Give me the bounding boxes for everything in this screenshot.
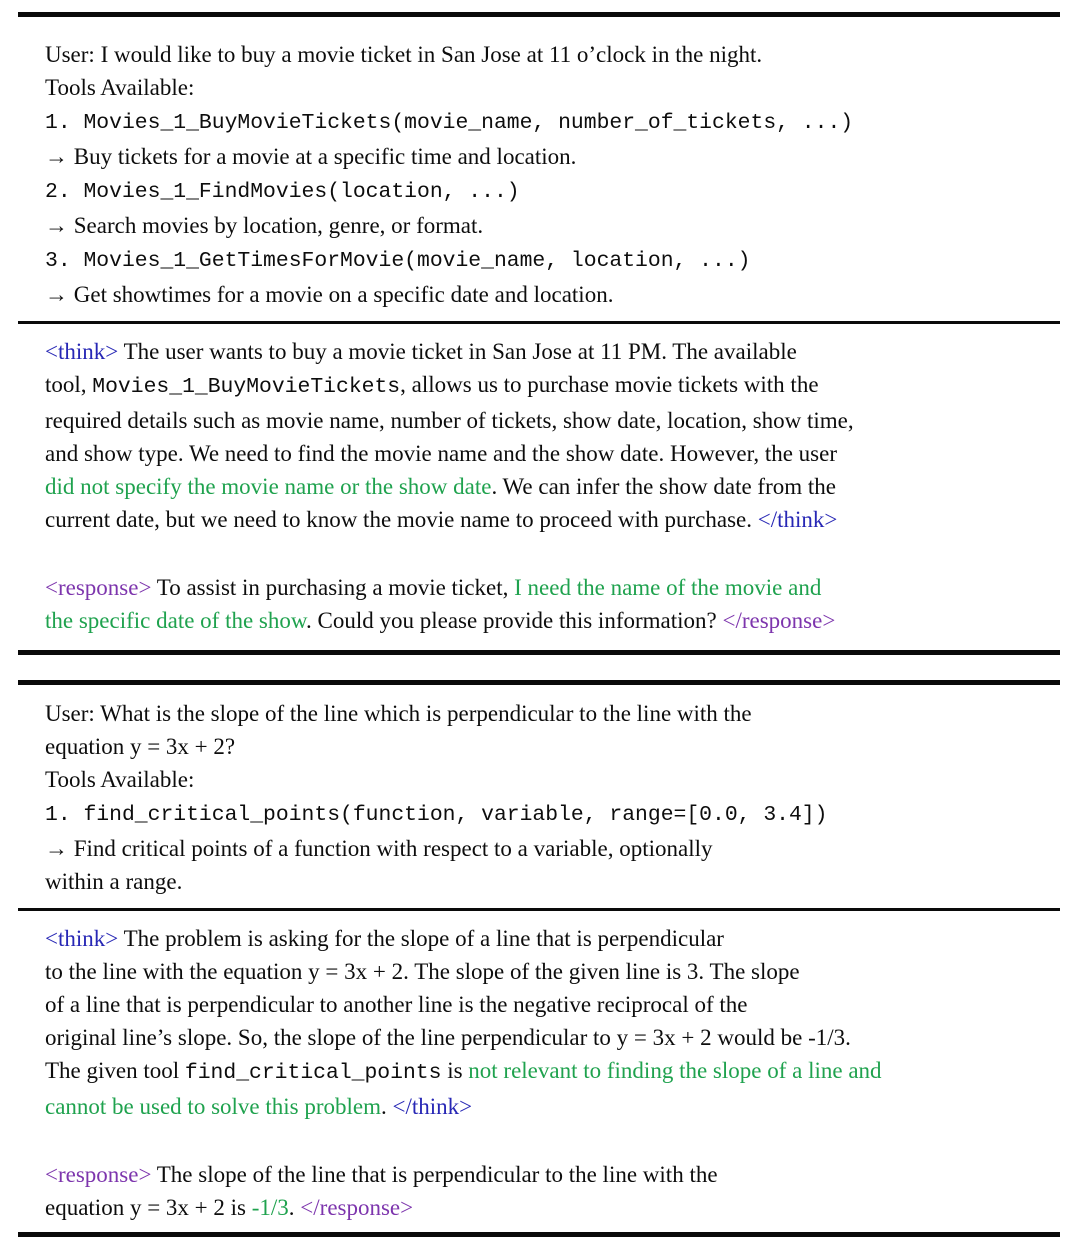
divider-top [18,12,1060,17]
response-block-2 [45,1158,1040,1224]
text-line [45,209,1040,242]
text-line [45,173,1040,209]
divider-example-2-start [18,680,1060,685]
text-line [45,1054,1040,1090]
divider-bottom [18,1232,1060,1237]
text-segment: To assist in purchasing a movie ticket, [151,575,515,600]
text-segment: current date, but we need to know the movie name to proceed with purchase. [45,507,758,532]
text-segment: → Buy tickets for a movie at a specific time and location. [45,144,577,169]
divider-prompt-2 [18,908,1060,911]
think-block-1 [45,335,1040,536]
text-line [45,404,1040,437]
example-1 [0,38,1078,637]
highlight-segment: cannot be used to solve this problem [45,1094,381,1119]
text-line [45,1090,1040,1123]
think-tag: </think> [392,1094,473,1119]
text-line [45,763,1040,796]
text-line [45,1158,1040,1191]
text-segment: → Search movies by location, genre, or format. [45,213,484,238]
text-segment: equation y = 3x + 2? [45,734,236,759]
code-segment: 2. Movies_1_FindMovies(location, ...) [45,180,520,204]
text-line [45,71,1040,104]
divider-example-1-end [18,650,1060,655]
text-line [45,697,1040,730]
text-segment: → Get showtimes for a movie on a specific date and location. [45,282,614,307]
think-tag: <think> [45,926,119,951]
text-line [45,571,1040,604]
text-segment: Tools Available: [45,75,195,100]
text-segment: → Find critical points of a function with respect to a variable, optionally [45,836,713,861]
text-segment: within a range. [45,869,183,894]
text-segment: and show type. We need to find the movie name and the show date. However, the user [45,441,837,466]
text-segment: User: What is the slope of the line which is perpendicular to the line with the [45,701,752,726]
text-line [45,104,1040,140]
text-segment: is [441,1058,469,1083]
user-prompt-block-1 [45,38,1040,311]
text-segment: . We can infer the show date from the [491,474,836,499]
text-line [45,1191,1040,1224]
text-segment: Tools Available: [45,767,195,792]
response-tag: <response> [45,575,152,600]
text-segment: The given tool [45,1058,185,1083]
text-line [45,140,1040,173]
text-line [45,832,1040,865]
text-segment: to the line with the equation y = 3x + 2. The slope of the given line is 3. The slope [45,959,800,984]
text-line [45,604,1040,637]
text-segment: . [381,1094,393,1119]
text-line [45,865,1040,898]
text-line [45,922,1040,955]
response-tag: </response> [300,1195,414,1220]
text-segment: . Could you please provide this information? [306,608,723,633]
text-line [45,470,1040,503]
text-segment: tool, [45,372,93,397]
text-line [45,796,1040,832]
text-line [45,38,1040,71]
text-segment: The problem is asking for the slope of a line that is perpendicular [118,926,724,951]
text-line [45,278,1040,311]
response-tag: <response> [45,1162,152,1187]
text-line [45,335,1040,368]
text-segment: original line’s slope. So, the slope of the line perpendicular to y = 3x + 2 would be -1/3. [45,1025,851,1050]
text-line [45,242,1040,278]
text-segment: of a line that is perpendicular to another line is the negative reciprocal of the [45,992,748,1017]
think-block-2 [45,922,1040,1123]
code-segment: Movies_1_BuyMovieTickets [92,375,401,399]
user-prompt-block-2 [45,697,1040,898]
highlight-segment: I need the name of the movie and [514,575,822,600]
highlight-segment: the specific date of the show [45,608,306,633]
text-line [45,437,1040,470]
text-line [45,368,1040,404]
example-2 [0,697,1078,1224]
figure-tool-call-examples [0,12,1078,1237]
code-segment: 1. find_critical_points(function, variable, range=[0.0, 3.4]) [45,803,828,827]
think-tag: </think> [757,507,838,532]
text-segment: The user wants to buy a movie ticket in San Jose at 11 PM. The available [118,339,797,364]
text-segment: equation y = 3x + 2 is [45,1195,252,1220]
think-tag: <think> [45,339,119,364]
text-line [45,730,1040,763]
text-segment: , allows us to purchase movie tickets with the [400,372,819,397]
code-segment: 1. Movies_1_BuyMovieTickets(movie_name, number_of_tickets, ...) [45,111,854,135]
text-line [45,1021,1040,1054]
divider-prompt-1 [18,321,1060,324]
text-segment: The slope of the line that is perpendicular to the line with the [151,1162,718,1187]
response-block-1 [45,571,1040,637]
text-line [45,988,1040,1021]
code-segment: find_critical_points [184,1061,442,1085]
highlight-segment: not relevant to finding the slope of a line and [468,1058,882,1083]
text-segment: User: I would like to buy a movie ticket in San Jose at 11 o’clock in the night. [45,42,763,67]
code-segment: 3. Movies_1_GetTimesForMovie(movie_name, location, ...) [45,249,751,273]
text-segment: . [288,1195,301,1220]
highlight-segment: -1/3 [251,1195,289,1220]
response-tag: </response> [722,608,836,633]
text-line [45,503,1040,536]
highlight-segment: did not specify the movie name or the show date [45,474,492,499]
text-segment: required details such as movie name, number of tickets, show date, location, show time, [45,408,854,433]
text-line [45,955,1040,988]
